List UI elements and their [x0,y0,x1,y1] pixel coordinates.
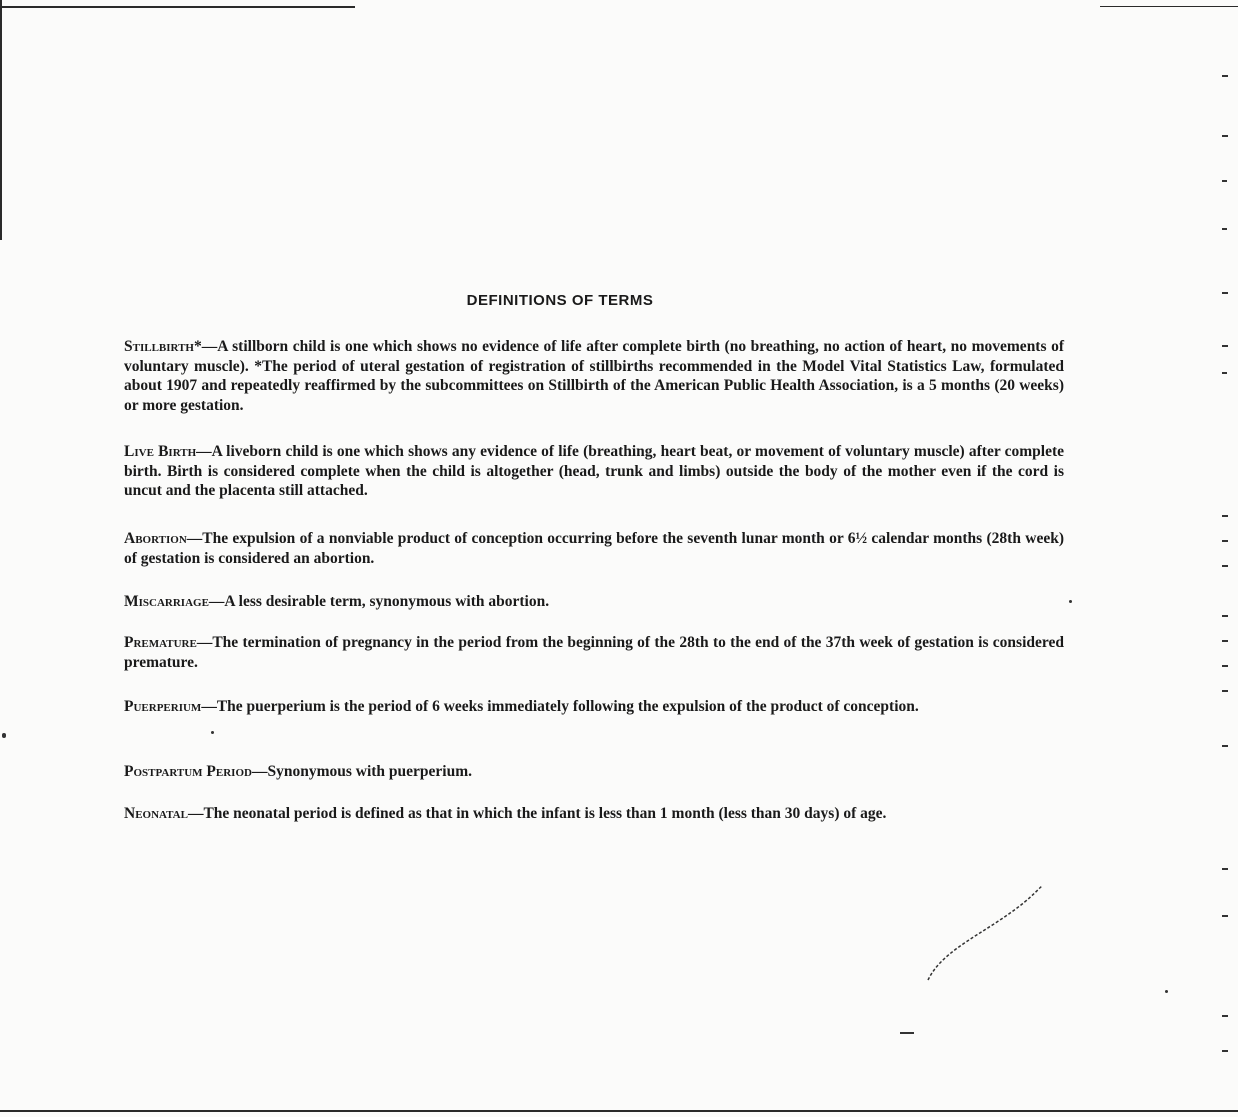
speck [1165,990,1168,993]
term-label: Live Birth [124,443,197,460]
pen-stroke [920,880,1050,990]
speck [1069,600,1072,603]
definition-premature [86,633,1064,672]
bottom-rule [0,1110,1238,1112]
term-text: —A liveborn child is one which shows any evidence of life (breathing, heart beat, or movement of voluntary muscle) after complete birth. Birth is considered complete when the child is altogether (head, trunk and limbs) outside the body of the mother even if the cord is uncut and the placenta still attached. [124,443,1064,499]
term-label: Miscarriage [124,593,209,610]
edge-mark [1222,345,1228,347]
edge-mark [1222,665,1228,667]
edge-mark [1222,640,1228,642]
top-rule-right [1100,6,1238,7]
term-label: Abortion [124,530,187,547]
term-label: Postpartum Period [124,763,252,780]
page-title: DEFINITIONS OF TERMS [466,292,654,310]
edge-mark [1222,292,1228,294]
definition-stillbirth [86,337,1064,415]
definition-miscarriage [86,592,1064,612]
edge-mark [1222,1015,1228,1017]
edge-mark [1222,915,1228,917]
term-text: —A less desirable term, synonymous with abortion. [208,593,550,610]
edge-mark [1222,615,1228,617]
edge-mark [1222,690,1228,692]
term-text: —The expulsion of a nonviable product of conception occurring before the seventh lunar month or 6½ calendar months (28th week) of gestation is considered an abortion. [124,530,1064,567]
term-label: Neonatal [124,805,188,822]
term-label: Stillbirth* [124,338,202,355]
edge-mark [1222,515,1228,517]
term-text: —Synonymous with puerperium. [251,763,473,780]
edge-mark [1222,745,1228,747]
definition-live-birth [86,442,1064,501]
term-text: —The neonatal period is defined as that in which the infant is less than 1 month (less than 30 days) of age. [187,805,887,822]
speck [2,733,6,738]
top-rule-left [0,6,355,8]
term-text: —The termination of pregnancy in the period from the beginning of the 28th to the end of the 37th week of gestation is considered premature. [124,634,1064,671]
left-edge-line [0,0,2,240]
edge-mark [1222,135,1228,137]
definition-postpartum-period [86,762,1064,782]
edge-mark [1222,1050,1228,1052]
definition-abortion [86,529,1064,568]
edge-mark [1222,228,1227,230]
edge-mark [1222,868,1228,870]
definition-puerperium [86,697,1064,717]
speck [211,731,214,734]
term-text: —A stillborn child is one which shows no evidence of life after complete birth (no breathing, no action of heart, no movements of voluntary muscle). *The period of uteral gestation of registration of stillbirths recommended in the Model Vital Statistics Law, formulated about 1907 and repeatedly reaffirmed by the subcommittees on Stillbirth of the American Public Health Association, is a 5 months (20 weeks) or more gestation. [124,338,1064,414]
term-label: Puerperium [124,698,202,715]
edge-mark [1222,372,1227,374]
edge-mark [1222,75,1228,77]
speck [900,1032,914,1034]
edge-mark [1222,540,1228,542]
term-text: —The puerperium is the period of 6 weeks immediately following the expulsion of the product of conception. [201,698,919,715]
term-label: Premature [124,634,197,651]
edge-mark [1222,565,1228,567]
definition-neonatal [86,804,1064,824]
edge-mark [1222,180,1227,182]
